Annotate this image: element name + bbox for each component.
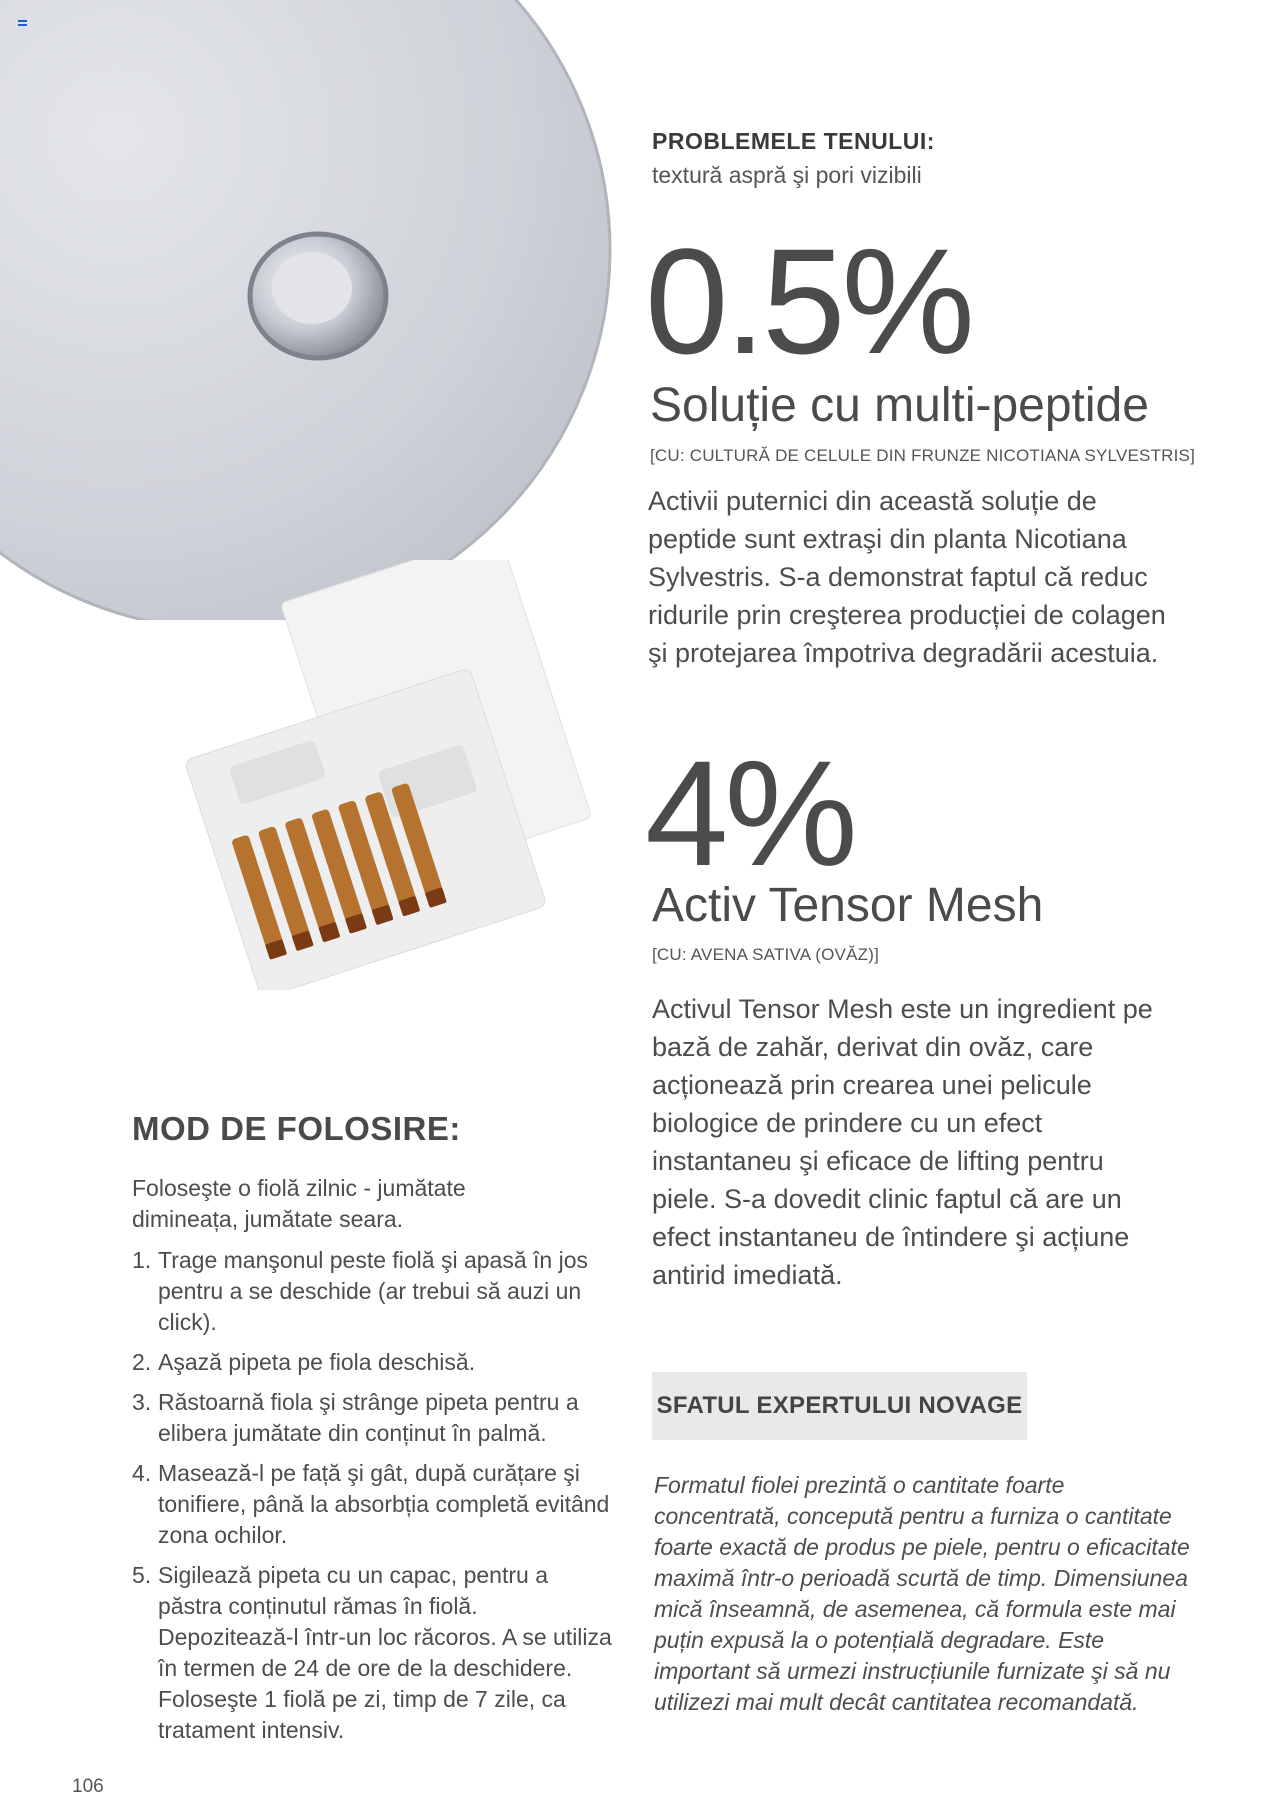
serum-droplet-image [0,0,660,620]
step-text: Răstoarnă fiola şi strânge pipeta pentru a elibera jumătate din conținut în palmă. [158,1389,579,1446]
usage-steps-list [132,1245,612,1755]
ingredient-amount: 0.5% [645,217,971,385]
step-text: Masează-l pe față şi gât, după curățare şi tonifiere, până la absorbția completă evitând zona ochilor. [158,1460,610,1548]
ingredient-source: [CU: AVENA SATIVA (OVĂZ)] [652,945,879,964]
page-number: 106 [72,1776,104,1797]
step-number: 1. [132,1247,152,1273]
step-number: 2. [132,1349,152,1375]
step-number: 4. [132,1460,152,1486]
expert-advice-title: SFATUL EXPERTULUI NOVAGE [656,1392,1023,1419]
expert-advice-text: Formatul fiolei prezintă o cantitate foarte concentrată, concepută pentru a furniza o cantitate foarte exactă de produs pe piele, pentru o eficacitate maximă într-o perioadă scurtă de timp. Dimensiunea mică înseamnă, de asemenea, că formula este mai puțin expusă la o potențială degradare. Este important să urmezi instrucțiunile furnizate şi să nu utilizezi mai mult decât cantitatea recomandată. [654,1472,1190,1715]
skin-problems-text: textură aspră şi pori vizibili [652,162,922,188]
usage-step [132,1347,612,1378]
ingredient-name: Activ Tensor Mesh [652,879,1044,932]
usage-step [132,1458,612,1551]
usage-step [132,1245,612,1338]
ingredient-name: Soluție cu multi-peptide [650,379,1149,432]
ingredient-description: Activul Tensor Mesh este un ingredient pe bază de zahăr, derivat din ovăz, care acționează prin crearea unei pelicule biologice de prindere cu un efect instantaneu şi eficace de lifting pentru piele. S-a dovedit clinic faptul că are un efect instantaneu de întindere şi acțiune antirid imediată. [652,994,1153,1290]
skin-problems-heading: PROBLEMELE TENULUI: [652,128,935,154]
expert-advice-box [652,1372,1027,1440]
ingredient-source: [CU: CULTURĂ DE CELULE DIN FRUNZE NICOTIANA SYLVESTRIS] [650,446,1196,465]
step-text: Sigilează pipeta cu un capac, pentru a păstra conținutul rămas în fiolă. Depozitează-l într-un loc răcoros. A se utiliza în termen de 24 de ore de la deschidere. Foloseşte 1 fiolă pe zi, timp de 7 zile, ca tratament intensiv. [158,1562,612,1743]
ingredient-description: Activii puternici din această soluție de peptide sunt extraşi din planta Nicotiana Sylvestris. S-a demonstrat faptul că reduc ridurile prin creşterea producției de colagen şi protejarea împotriva degradării acestuia. [648,486,1166,668]
step-number: 5. [132,1562,152,1588]
menu-icon[interactable] [18,20,27,26]
step-text: Trage manşonul peste fiolă şi apasă în jos pentru a se deschide (ar trebui să auzi un click). [158,1247,589,1335]
step-number: 3. [132,1389,152,1415]
usage-step [132,1387,612,1449]
step-text: Aşază pipeta pe fiola deschisă. [158,1349,476,1375]
usage-title: MOD DE FOLOSIRE: [132,1110,461,1147]
ampoule-kit-image [180,560,650,990]
usage-intro: Foloseşte o fiolă zilnic - jumătate dimineața, jumătate seara. [132,1175,466,1232]
ingredient-amount: 4% [645,729,854,897]
usage-step [132,1560,612,1746]
